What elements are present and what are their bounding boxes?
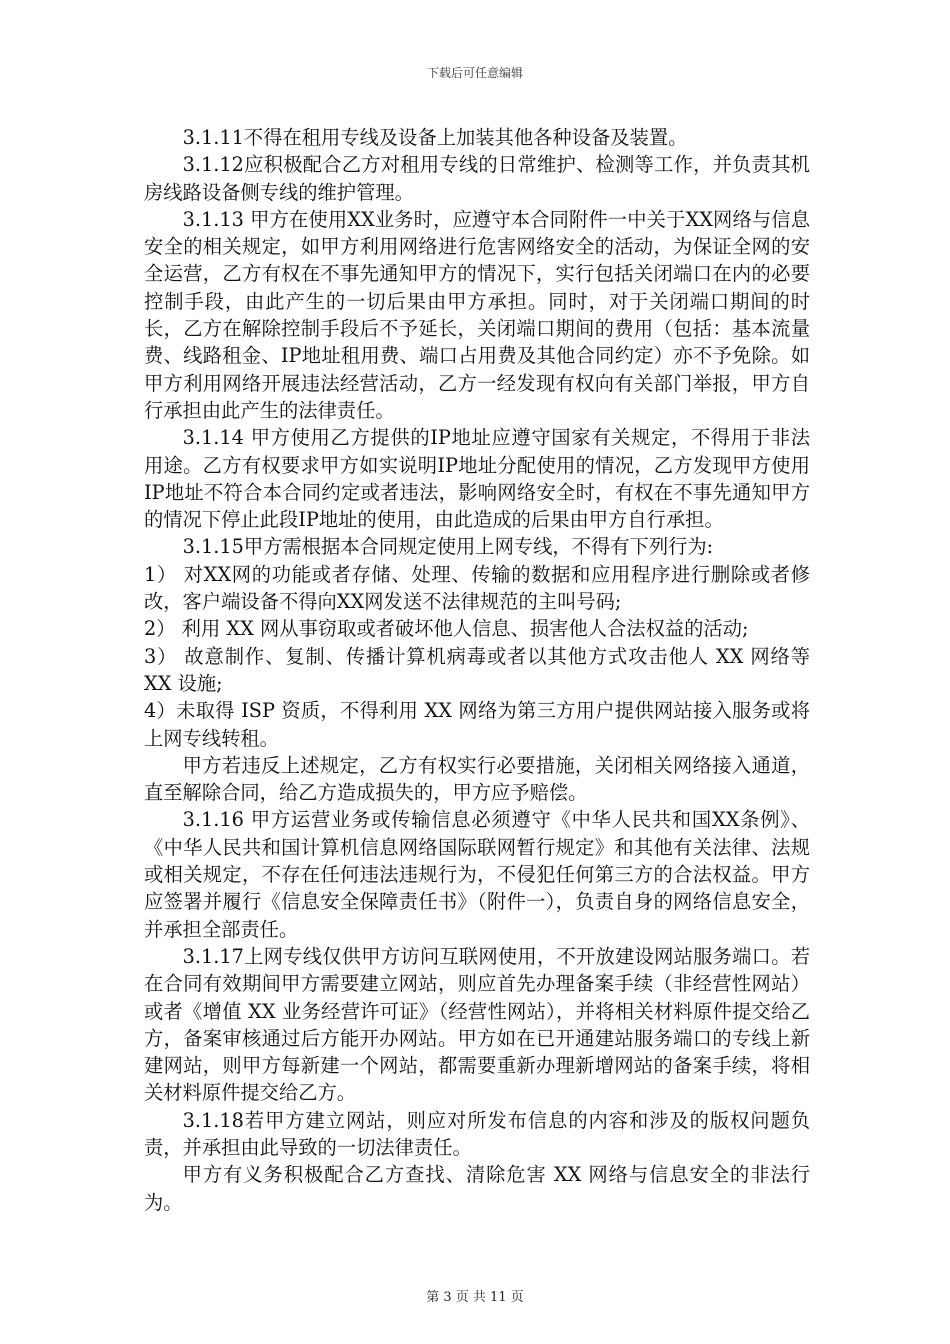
list-item-3: 3） 故意制作、复制、传播计算机病毒或者以其他方式攻击他人 XX 网络等 XX 设施; xyxy=(144,644,810,695)
paragraph-3-1-12: 3.1.12应积极配合乙方对租用专线的日常维护、检测等工作，并负责其机房线路设备侧专线的维护管理。 xyxy=(144,153,810,204)
paragraph-3-1-16: 3.1.16 甲方运营业务或传输信息必须遵守《中华人民共和国XX条例》、《中华人民共和国计算机信息网络国际联网暂行规定》和其他有关法律、法规或相关规定，不存在任何违法违规行为，不侵犯任何第三方的合法权益。甲方应签署并履行《信息安全保障责任书》（附件一），负责自身的网络信息安全，并承担全部责任。 xyxy=(144,808,810,941)
paragraph-3-1-14: 3.1.14 甲方使用乙方提供的IP地址应遵守国家有关规定，不得用于非法用途。乙方有权要求甲方如实说明IP地址分配使用的情况，乙方发现甲方使用IP地址不符合本合同约定或者违法，影响网络安全时，有权在不事先通知甲方的情况下停止此段IP地址的使用，由此造成的后果由甲方自行承担。 xyxy=(144,426,810,532)
page-header: 下载后可任意编辑 xyxy=(426,66,523,80)
paragraph-3-1-17: 3.1.17上网专线仅供甲方访问互联网使用，不开放建设网站服务端口。若在合同有效期间甲方需要建立网站，则应首先办理备案手续（非经营性网站）或者《增值 XX 业务经营许可证》（经营性网站），并将相关材料原件提交给乙方，备案审核通过后方能开办网站。甲方如在已开通建站服务端口的专线上新建网站，则甲方每新建一个网站，都需要重新办理新增网站的备案手续，将相关材料原件提交给乙方。 xyxy=(144,944,810,1105)
list-item-2: 2） 利用 XX 网从事窃取或者破坏他人信息、损害他人合法权益的活动; xyxy=(144,617,749,641)
list-item-4: 4）未取得 ISP 资质，不得利用 XX 网络为第三方用户提供网站接入服务或将上网专线转租。 xyxy=(144,699,810,750)
paragraph-3-1-13: 3.1.13 甲方在使用XX业务时，应遵守本合同附件一中关于XX网络与信息安全的相关规定，如甲方利用网络进行危害网络安全的活动，为保证全网的安全运营，乙方有权在不事先通知甲方的情况下，实行包括关闭端口在内的必要控制手段，由此产生的一切后果由甲方承担。同时，对于关闭端口期间的时长，乙方在解除控制手段后不予延长，关闭端口期间的费用（包括：基本流量费、线路租金、IP地址租用费、端口占用费及其他合同约定）亦不予免除。如甲方利用网络开展违法经营活动，乙方一经发现有权向有关部门举报，甲方自行承担由此产生的法律责任。 xyxy=(144,207,810,422)
paragraph-cooperation-duty: 甲方有义务积极配合乙方查找、清除危害 XX 网络与信息安全的非法行为。 xyxy=(144,1163,810,1214)
paragraph-violation-remedy: 甲方若违反上述规定，乙方有权实行必要措施，关闭相关网络接入通道，直至解除合同，给乙方造成损失的，甲方应予赔偿。 xyxy=(144,753,810,805)
page-footer: 第 3 页 共 11 页 xyxy=(426,1290,524,1305)
list-item-1: 1） 对XX网的功能或者存储、处理、传输的数据和应用程序进行删除或者修改，客户端设备不得向XX网发送不法律规范的主叫号码; xyxy=(144,562,810,614)
document-body xyxy=(144,124,810,1216)
paragraph-3-1-18: 3.1.18若甲方建立网站，则应对所发布信息的内容和涉及的版权问题负责，并承担由此导致的一切法律责任。 xyxy=(144,1108,810,1159)
paragraph-3-1-15: 3.1.15甲方需根据本合同规定使用上网专线，不得有下列行为: xyxy=(182,535,714,559)
paragraph-3-1-11: 3.1.11不得在租用专线及设备上加装其他各种设备及装置。 xyxy=(182,126,688,149)
